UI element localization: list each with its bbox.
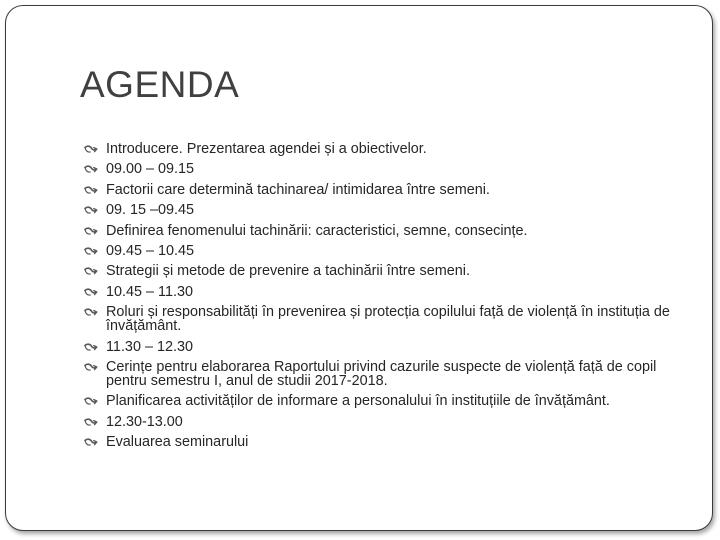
- agenda-list: [84, 142, 694, 455]
- agenda-item: [84, 244, 694, 258]
- agenda-item: [84, 360, 694, 388]
- agenda-item: [84, 285, 694, 299]
- agenda-item: [84, 162, 694, 176]
- agenda-item: [84, 435, 694, 449]
- curl-arrow-icon: [84, 145, 98, 154]
- slide-title: AGENDA: [80, 64, 240, 105]
- agenda-item: [84, 415, 694, 429]
- curl-arrow-icon: [84, 343, 98, 352]
- agenda-item-text: Cerințe pentru elaborarea Raportului privind cazurile suspecte de violență față de copil pentru semestru I, anul de studii 2017-2018.: [106, 358, 657, 389]
- agenda-item-text: 09. 15 –09.45: [106, 202, 195, 219]
- curl-arrow-icon: [84, 418, 98, 427]
- agenda-item-text: 12.30-13.00: [106, 413, 183, 430]
- agenda-item: [84, 203, 694, 217]
- agenda-item-text: Roluri și responsabilități în prevenirea și protecția copilului față de violență în instituția de învățământ.: [106, 304, 670, 335]
- agenda-item-text: 10.45 – 11.30: [106, 283, 193, 300]
- agenda-item-text: 11.30 – 12.30: [106, 338, 193, 355]
- agenda-item: [84, 224, 694, 238]
- curl-arrow-icon: [84, 227, 98, 236]
- agenda-item: [84, 394, 694, 408]
- agenda-item: [84, 264, 694, 278]
- slide: [5, 5, 713, 531]
- agenda-item-text: 09.45 – 10.45: [106, 242, 195, 259]
- agenda-item-text: Strategii și metode de prevenire a tachinării între semeni.: [106, 263, 470, 280]
- curl-arrow-icon: [84, 363, 98, 372]
- curl-arrow-icon: [84, 438, 98, 447]
- curl-arrow-icon: [84, 165, 98, 174]
- curl-arrow-icon: [84, 267, 98, 276]
- curl-arrow-icon: [84, 288, 98, 297]
- curl-arrow-icon: [84, 186, 98, 195]
- agenda-item: [84, 142, 694, 156]
- curl-arrow-icon: [84, 397, 98, 406]
- agenda-item-text: Planificarea activităților de informare a personalului în instituțiile de învățământ.: [106, 393, 610, 410]
- agenda-item-text: Factorii care determină tachinarea/ intimidarea între semeni.: [106, 181, 490, 198]
- curl-arrow-icon: [84, 308, 98, 317]
- agenda-item-text: Definirea fenomenului tachinării: caracteristici, semne, consecințe.: [106, 222, 528, 239]
- curl-arrow-icon: [84, 206, 98, 215]
- agenda-item: [84, 183, 694, 197]
- agenda-item-text: 09.00 – 09.15: [106, 161, 195, 178]
- agenda-item-text: Introducere. Prezentarea agendei și a obiectivelor.: [106, 141, 427, 157]
- curl-arrow-icon: [84, 247, 98, 256]
- agenda-item: [84, 340, 694, 354]
- agenda-item: [84, 305, 694, 333]
- agenda-item-text: Evaluarea seminarului: [106, 434, 249, 451]
